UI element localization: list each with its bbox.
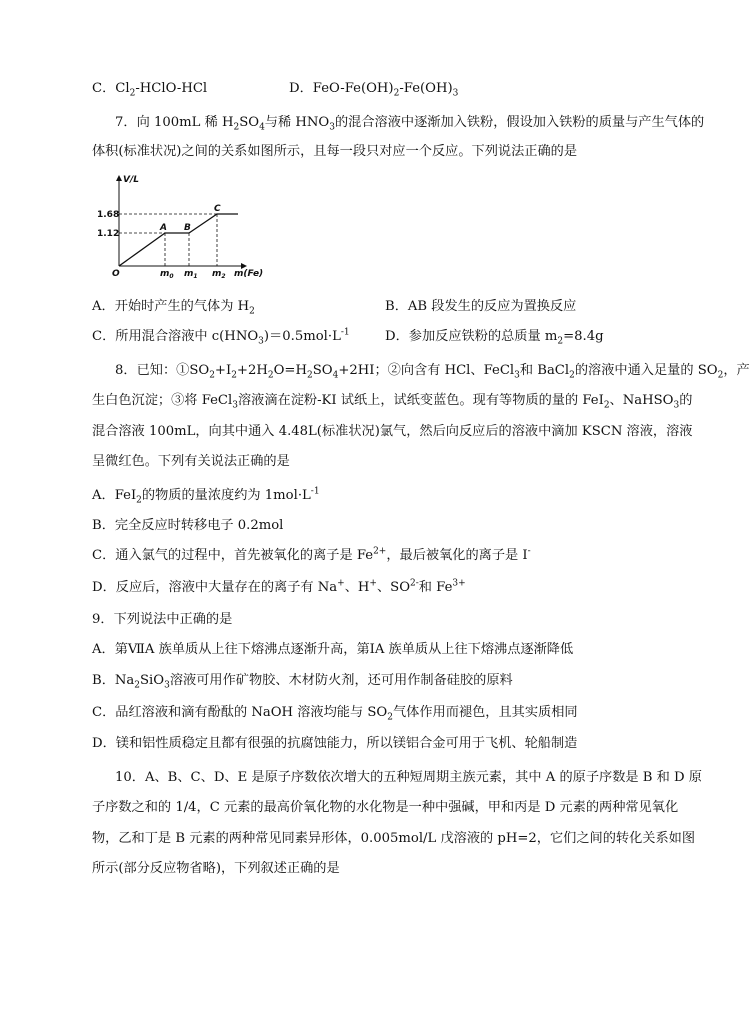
q8-option-c: C．通入氯气的过程中，首先被氧化的离子是 $Fe^{2+}$，最后被氧化的离子是 I- [92, 546, 531, 563]
q8-stem-line3: 混合溶液 100mL，向其中通入 4.48L(标准状况)氯气，然后向反应后的溶液中滴加 KSCN 溶液，溶液 [92, 424, 693, 439]
q6-option-c: C．$Cl_2-HClO$-HCl [92, 81, 208, 99]
curve-line [119, 214, 238, 266]
point-c-label: C [214, 204, 221, 214]
point-b-label: B [184, 223, 191, 233]
point-a-label: A [160, 223, 167, 233]
q10-stem-line4: 所示(部分反应物省略)，下列叙述正确的是 [92, 861, 340, 876]
q8-option-b: B．完全反应时转移电子 0.2mol [92, 518, 284, 533]
q7-option-b: B．AB 段发生的反应为置换反应 [385, 299, 577, 314]
tick-1-12: 1.12 [97, 229, 120, 239]
q8-stem-line2: 生白色沉淀；③将 FeCl$_3$溶液滴在淀粉-KI 试纸上，试纸变蓝色。现有等物质的量的 FeI$_2$、NaHSO$_3$的 [92, 393, 693, 411]
q8-option-a: A．FeI$_2$的物质的量浓度约为 $1mol\cdot L^{-1}$ [92, 486, 320, 506]
q7-option-d: D．参加反应铁粉的总质量 $m_2=8.4g$ [385, 329, 604, 347]
q9-option-b: B．$Na_2SiO_3$溶液可用作矿物胶、木材防火剂，还可用作制备硅胶的原料 [92, 673, 513, 691]
q8-stem-line4: 呈微红色。下列有关说法正确的是 [92, 454, 290, 469]
tick-m0: $m_0$ [160, 269, 174, 280]
q9-option-a: A．第ⅦA 族单质从上往下熔沸点逐渐升高，第ⅠA 族单质从上往下熔沸点逐渐降低 [92, 642, 574, 657]
q9-option-d: D．镁和铝性质稳定且都有很强的抗腐蚀能力，所以镁铝合金可用于飞机、轮船制造 [92, 736, 578, 751]
q10-stem-line2: 子序数之和的 1/4，C 元素的最高价氧化物的水化物是一种中强碱，甲和丙是 D 元素的两种常见氧化 [92, 800, 679, 815]
q6-option-d: D．FeO-$Fe(OH)_2-Fe(OH)_3$ [289, 81, 459, 99]
x-axis-label: m(Fe) [234, 269, 264, 279]
tick-1-68: 1.68 [97, 210, 120, 220]
q8-stem-line1: 8．已知：$①SO_2+I_2+2H_2O=H_2SO_4+2HI$；②向含有 HCl、FeCl$_3$和 BaCl$_2$的溶液中通入足量的 $SO_2$，产 [115, 363, 750, 381]
tick-m2: $m_2$ [212, 269, 226, 280]
tick-m1: $m_1$ [184, 269, 198, 280]
q9-stem: 9．下列说法中正确的是 [92, 612, 233, 627]
q7-graph [97, 172, 264, 280]
q10-stem-line1: 10．A、B、C、D、E 是原子序数依次增大的五种短周期主族元素，其中 A 的原子序数是 B 和 D 原 [115, 770, 702, 785]
y-axis-label: V/L [123, 175, 139, 185]
q7-stem-line1: 7．向 100mL 稀 $H_2SO_4$与稀 $HNO_3$的混合溶液中逐渐加入铁粉，假设加入铁粉的质量与产生气体的 [115, 115, 705, 133]
q8-option-d: D．反应后，溶液中大量存在的离子有 Na+、H+、$SO^{2-}$和 $Fe^{3+}$ [92, 578, 466, 595]
q7-option-a: A．开始时产生的气体为 $H_2$ [92, 299, 255, 317]
q7-option-c: C．所用混合溶液中 $c(HNO_3)=0.5mol\cdot L^{-1}$ [92, 327, 350, 347]
origin-label: O [112, 269, 120, 279]
q7-stem-line2: 体积(标准状况)之间的关系如图所示，且每一段只对应一个反应。下列说法正确的是 [92, 144, 578, 159]
q10-stem-line3: 物，乙和丁是 B 元素的两种常见同素异形体，0.005mol/L 戊溶液的 pH=2，它们之间的转化关系如图 [92, 831, 696, 846]
q9-option-c: C．品红溶液和滴有酚酞的 NaOH 溶液均能与 $SO_2$气体作用而褪色，且其实质相同 [92, 705, 578, 723]
